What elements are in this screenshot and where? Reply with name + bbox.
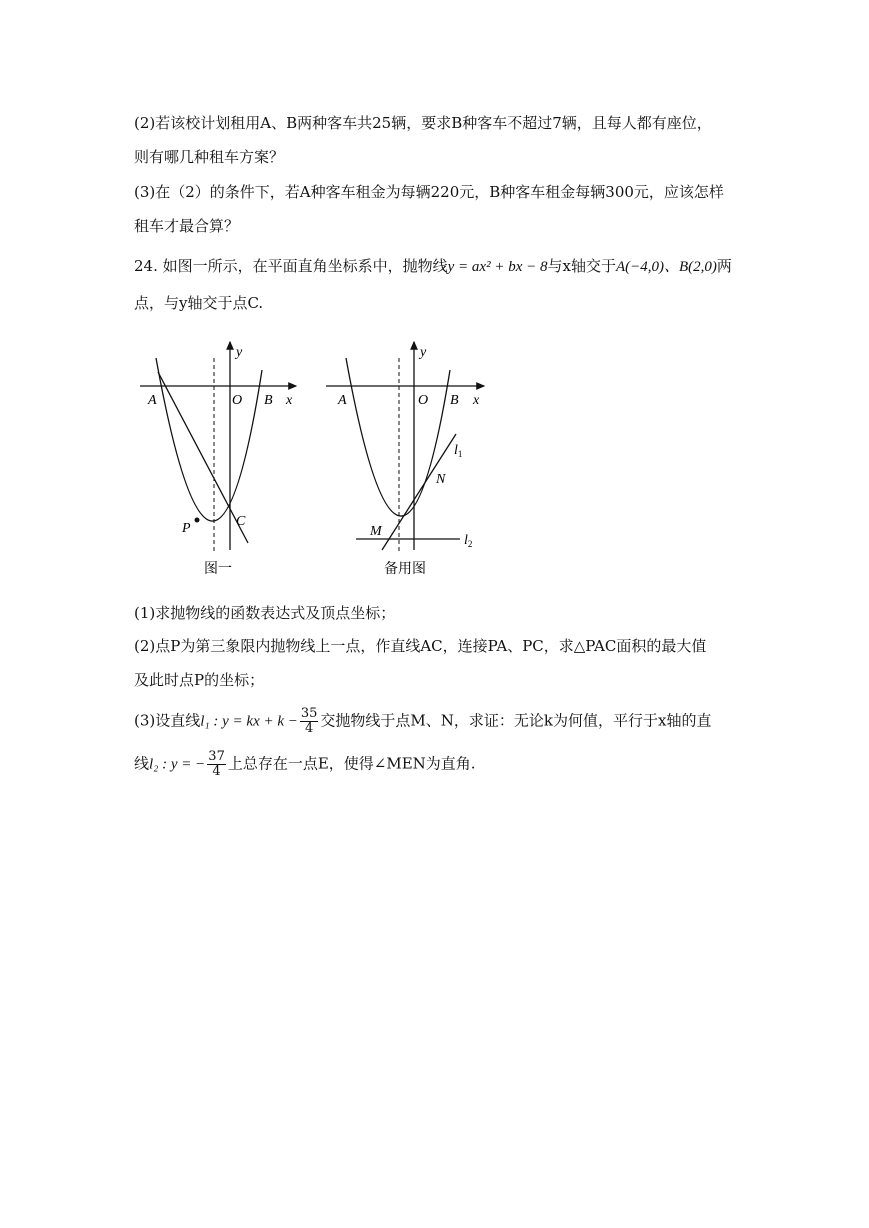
fig2-label-o: O — [418, 393, 429, 408]
fig1-label-x: x — [286, 393, 293, 408]
q23-part2-line1: (2)若该校计划租用A、B两种客车共25辆，要求B种客车不超过7辆，且每人都有座位， — [134, 114, 712, 132]
fig2-label-l1: $l_1$ — [454, 443, 463, 459]
fig1-point-p — [195, 518, 200, 523]
fig2-label-y: y — [420, 345, 427, 360]
q24-part3-line-l2: l₂ : y = − — [149, 756, 206, 773]
q24-part2-line2: 及此时点P的坐标； — [134, 671, 265, 689]
q24-intro-text-c: 两 — [716, 257, 732, 275]
q24-intro-text-a: 24. 如图一所示，在平面直角坐标系中，抛物线 — [134, 257, 448, 275]
fig1-label-b: B — [264, 393, 273, 408]
figure-area — [134, 338, 504, 583]
q24-intro-line2: 点，与y轴交于点C. — [134, 294, 264, 312]
q24-part1: (1)求抛物线的函数表达式及顶点坐标； — [134, 604, 396, 622]
q24-part2-line1: (2)点P为第三象限内抛物线上一点，作直线AC，连接PA、PC，求△PAC面积的最大值 — [134, 637, 707, 655]
q24-intro-line1 — [134, 256, 732, 277]
fig1-caption: 图一 — [204, 562, 232, 577]
q24-part3-text-a: (3)设直线 — [134, 711, 201, 730]
fig1-label-p: P — [182, 521, 191, 536]
q24-part3-fraction-2: $\frac{37}{4}$ — [208, 749, 225, 779]
q24-part3-line2 — [134, 750, 476, 779]
q24-intro-points: A(−4,0)、B(2,0) — [615, 259, 717, 275]
fig1-label-y: y — [236, 345, 243, 360]
fig1-label-a: A — [148, 393, 157, 408]
figure-backup — [326, 342, 484, 577]
q24-part3-text-c: 线 — [134, 754, 150, 773]
q24-intro-text-b: 与x轴交于 — [547, 257, 616, 275]
q23-part2-line2: 则有哪几种租车方案？ — [134, 148, 285, 166]
q23-part3-line1: (3)在（2）的条件下，若A种客车租金为每辆220元，B种客车租金每辆300元，应该怎样 — [134, 183, 724, 201]
figures-svg — [134, 338, 504, 583]
q23-part3-line2: 租车才最合算？ — [134, 217, 240, 235]
fig2-label-l2: $l_2$ — [464, 533, 473, 549]
fig1-label-c: C — [236, 514, 246, 529]
q24-part3-line-l1: l₁ : y = kx + k − — [200, 713, 298, 730]
fig2-line-l1 — [382, 434, 456, 550]
fig2-label-m: M — [370, 524, 382, 539]
q24-part3-text-d: 上总存在一点E，使得∠MEN为直角. — [227, 754, 476, 773]
fig2-caption: 备用图 — [384, 562, 426, 577]
fig2-label-x: x — [473, 393, 480, 408]
q24-intro-formula: y = ax² + bx − 8 — [447, 259, 548, 275]
fig1-label-o: O — [232, 393, 243, 408]
fig2-label-n: N — [436, 472, 446, 487]
q24-part3-line1 — [134, 707, 711, 736]
q24-part3-fraction-1: $\frac{35}{4}$ — [300, 706, 318, 736]
q24-part3-text-b: 交抛物线于点M、N，求证：无论k为何值，平行于x轴的直 — [320, 711, 712, 730]
fig2-label-b: B — [450, 393, 459, 408]
fig1-parabola — [156, 358, 262, 521]
fig2-parabola — [346, 358, 450, 516]
fig2-label-a: A — [338, 393, 347, 408]
figure-one — [140, 342, 296, 577]
